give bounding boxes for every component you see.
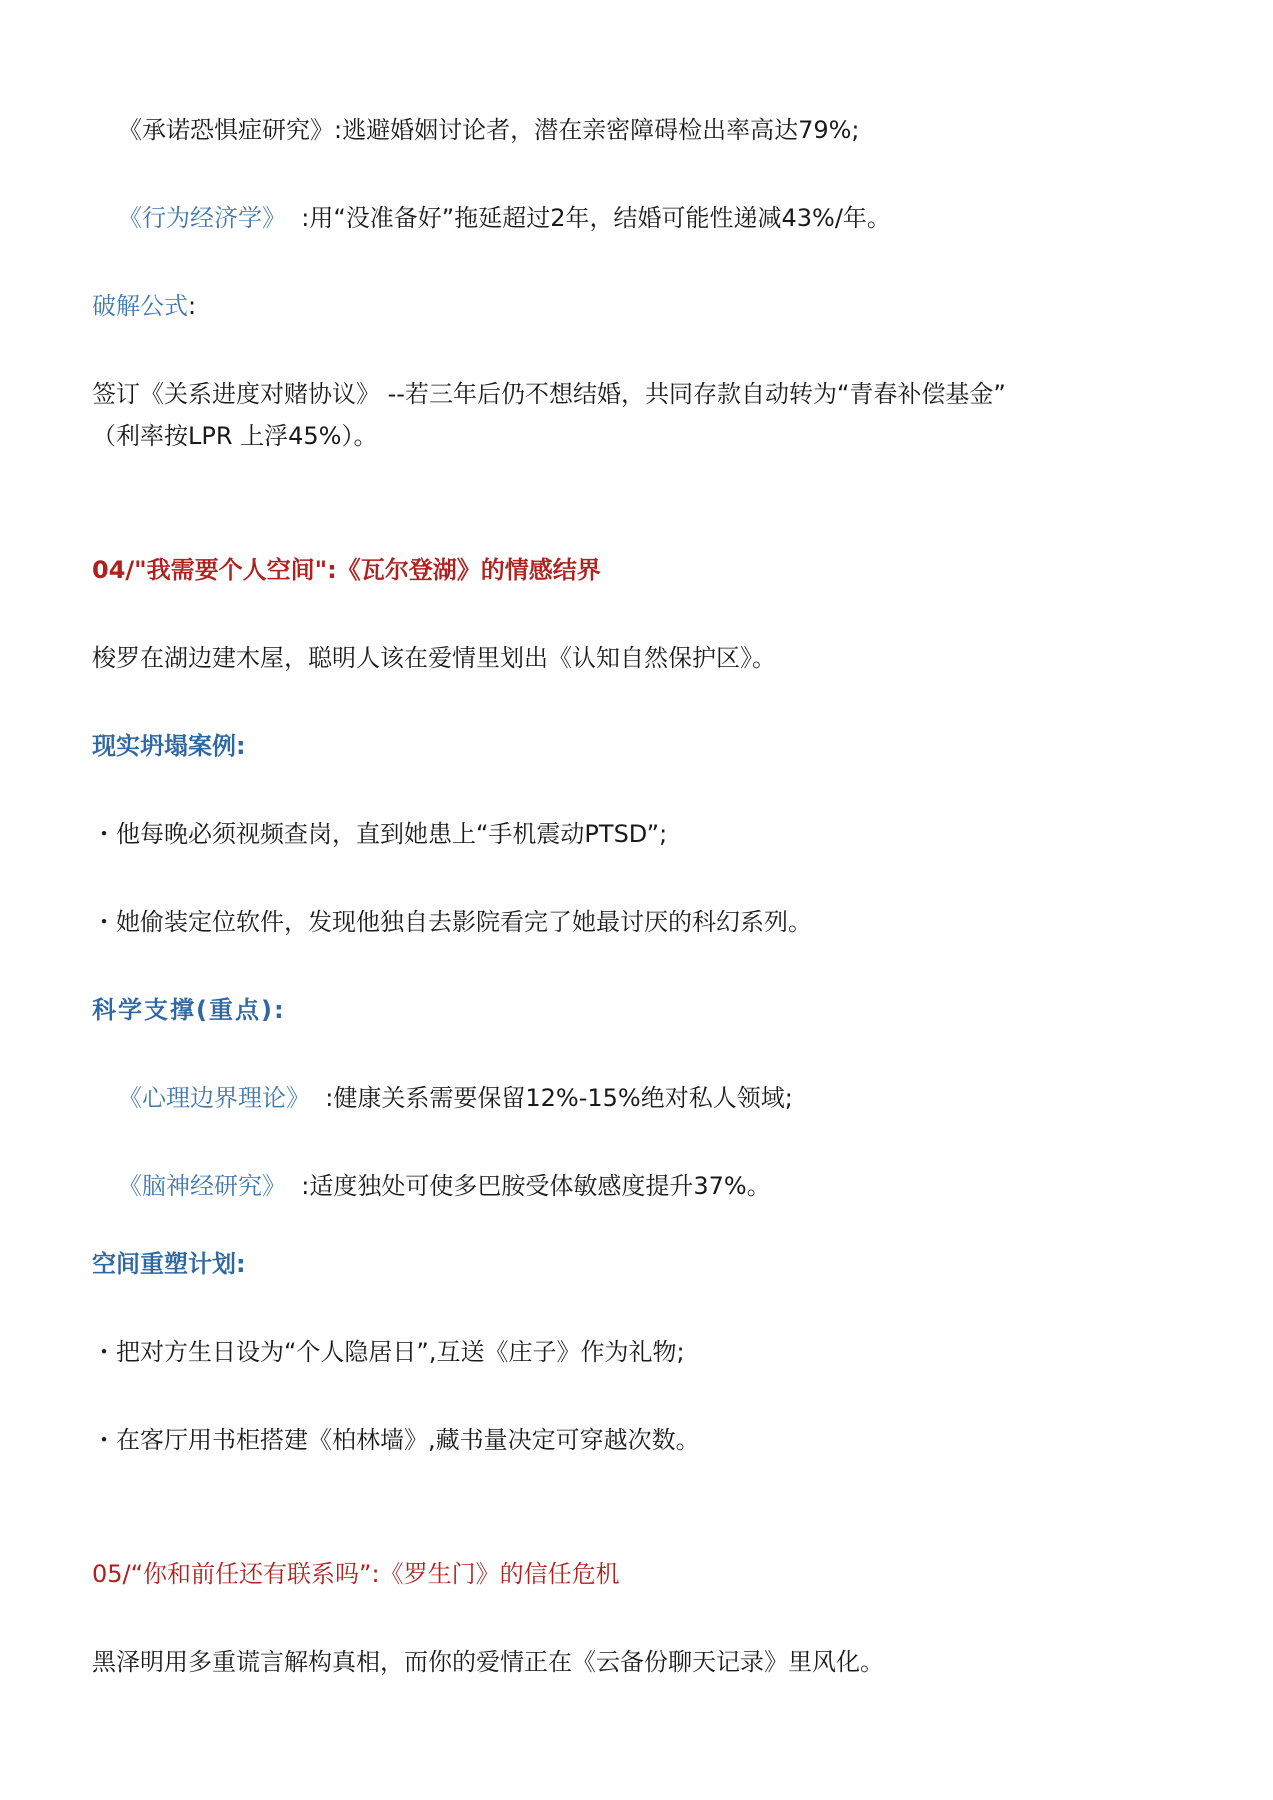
paragraph-kurosawa [92,1640,1213,1684]
bullet-item-4 [92,1418,1213,1462]
section-heading-05 [92,1552,1213,1596]
bullet-item-1 [92,812,1213,856]
bullet-text: ・他每晚必须视频查岗，直到她患上“手机震动PTSD”; [92,820,668,848]
study-text: :用“没准备好”拖延超过2年，结婚可能性递减43%/年。 [301,204,891,232]
subheading-science [92,988,1213,1032]
subheading-colon: : [273,996,286,1024]
bullet-item-3 [92,1330,1213,1374]
study-text: :逃避婚姻讨论者，潜在亲密障碍检出率高达79%; [334,116,860,144]
bullet-text: ・把对方生日设为“个人隐居日”,互送《庄子》作为礼物; [92,1338,685,1366]
paragraph-text: 签订《关系进度对赌协议》 --若三年后仍不想结婚，共同存款自动转为“青春补偿基金” [92,380,1006,408]
study-text: :适度独处可使多巴胺受体敏感度提升37%。 [301,1172,771,1200]
study-line-neuro [118,1164,1213,1208]
subheading-label: 科学支撑(重点) [92,996,274,1024]
study-title: 《承诺恐惧症研究》 [118,116,334,144]
study-line-boundary [118,1076,1213,1120]
paragraph-thoreau [92,636,1213,680]
bullet-text: ・在客厅用书柜搭建《柏林墙》,藏书量决定可穿越次数。 [92,1426,700,1454]
study-line-commitment [118,108,1213,152]
paragraph-text: 梭罗在湖边建木屋，聪明人该在爱情里划出《认知自然保护区》。 [92,644,776,672]
paragraph-agreement-cont [92,414,1213,458]
subheading-colon: : [188,292,197,320]
paragraph-text: （利率按LPR 上浮45%）。 [92,422,378,450]
section-heading-text: 05/“你和前任还有联系吗”:《罗生门》的信任危机 [92,1560,620,1588]
study-title: 《脑神经研究》 [118,1172,286,1200]
subheading-text: 现实坍塌案例: [92,732,246,760]
paragraph-text: 黑泽明用多重谎言解构真相，而你的爱情正在《云备份聊天记录》里风化。 [92,1648,884,1676]
bullet-text: ・她偷装定位软件，发现他独自去影院看完了她最讨厌的科幻系列。 [92,908,812,936]
study-title: 《心理边界理论》 [118,1084,310,1112]
study-text: :健康关系需要保留12%-15%绝对私人领域; [325,1084,793,1112]
section-heading-04 [92,548,1213,592]
subheading-formula [92,284,1213,328]
study-line-economics [118,196,1213,240]
bullet-item-2 [92,900,1213,944]
subheading-label: 破解公式 [92,292,188,320]
study-title: 《行为经济学》 [118,204,286,232]
subheading-plan [92,1242,1213,1286]
subheading-cases [92,724,1213,768]
paragraph-agreement [92,372,1213,416]
section-heading-text: 04/"我需要个人空间":《瓦尔登湖》的情感结界 [92,556,601,584]
subheading-text: 空间重塑计划: [92,1250,246,1278]
